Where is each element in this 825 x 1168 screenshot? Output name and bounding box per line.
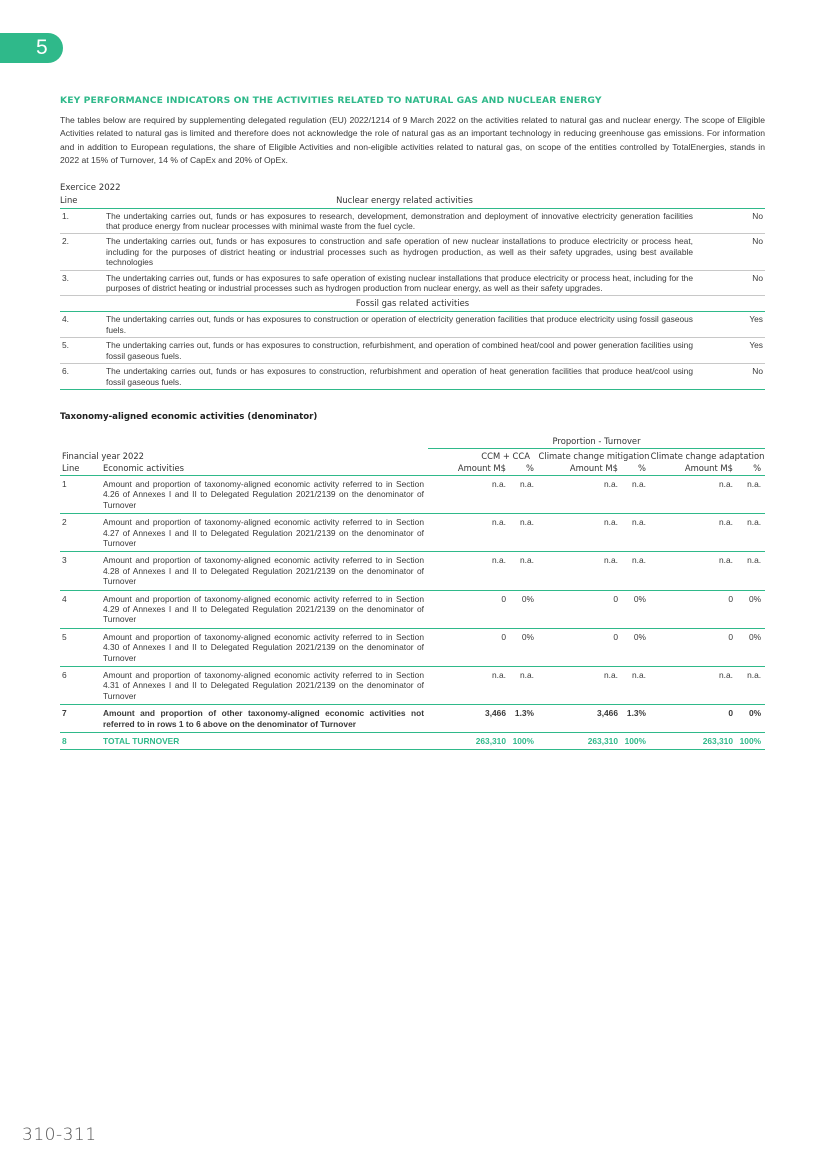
- nuclear-rows: [60, 208, 765, 296]
- amount-cell: n.a.: [538, 514, 620, 552]
- amount-cell: n.a.: [650, 514, 735, 552]
- percent-cell: 0%: [508, 590, 538, 628]
- percent-cell: n.a.: [620, 552, 650, 590]
- intro-paragraph: The tables below are required by supplementing delegated regulation (EU) 2022/1214 of 9 March 2022 on the activities related to natural gas and nuclear energy. The scope of Eligible Activities related to natural gas is limited and therefore does not acknowledge the role of natural gas as an important technology in reducing greenhouse gas emissions. For information and in addition to European regulations, the share of Eligible Activities and non-eligible activities related to natural gas, on scope of the entities controlled by TotalEnergies, stands in 2022 at 15% of Turnover, 14 % of CapEx and 20% of OpEx.: [60, 115, 765, 166]
- section-title: KEY PERFORMANCE INDICATORS ON THE ACTIVITIES RELATED TO NATURAL GAS AND NUCLEAR ENERGY: [60, 95, 602, 106]
- percent-cell: 0%: [735, 590, 765, 628]
- amount-cell: n.a.: [538, 667, 620, 705]
- table1-caption: Exercice 2022: [60, 182, 121, 193]
- row-line-number: 5.: [60, 338, 106, 364]
- row-answer: No: [733, 364, 765, 390]
- row-description: The undertaking carries out, funds or has exposures to construction, refurbishment, and operation of combined heat/cool and power generation facilities using fossil gaseous fuels.: [106, 338, 733, 364]
- amount-cell: 263,310: [538, 733, 620, 750]
- table1-row: [60, 208, 765, 234]
- table1-row: [60, 270, 765, 296]
- taxonomy-row: [60, 628, 765, 666]
- pct-header-1: %: [508, 462, 538, 476]
- row-activity: Amount and proportion of taxonomy-aligned economic activity referred to in Section 4.29 of Annexes I and II to Delegated Regulation 2021/2139 on the denominator of Turnover: [103, 590, 428, 628]
- taxonomy-rows: [60, 475, 765, 750]
- row-line-number: 8: [60, 733, 103, 750]
- row-line-number: 6: [60, 667, 103, 705]
- taxonomy-row: [60, 514, 765, 552]
- percent-cell: 0%: [620, 590, 650, 628]
- group-ccm-cca: CCM + CCA: [481, 450, 530, 461]
- table1-row: [60, 338, 765, 364]
- taxonomy-row: [60, 552, 765, 590]
- amount-cell: n.a.: [650, 475, 735, 513]
- row-answer: No: [733, 270, 765, 296]
- amount-cell: n.a.: [428, 475, 508, 513]
- proportion-header-spacer: [60, 436, 428, 449]
- row-line-number: 7: [60, 705, 103, 733]
- percent-cell: n.a.: [508, 552, 538, 590]
- percent-cell: n.a.: [620, 514, 650, 552]
- financial-year-label: Financial year 2022: [62, 450, 144, 461]
- amount-cell: 263,310: [428, 733, 508, 750]
- percent-cell: n.a.: [508, 514, 538, 552]
- amount-cell: n.a.: [538, 475, 620, 513]
- amount-cell: n.a.: [428, 514, 508, 552]
- row-line-number: 4: [60, 590, 103, 628]
- percent-cell: n.a.: [735, 667, 765, 705]
- proportion-header: Proportion - Turnover: [428, 436, 765, 449]
- amount-cell: 3,466: [538, 705, 620, 733]
- column-header-row: [60, 462, 765, 476]
- percent-cell: n.a.: [620, 475, 650, 513]
- amount-cell: 263,310: [650, 733, 735, 750]
- row-activity: Amount and proportion of taxonomy-aligned economic activity referred to in Section 4.30 of Annexes I and II to Delegated Regulation 2021/2139 on the denominator of Turnover: [103, 628, 428, 666]
- percent-cell: n.a.: [508, 667, 538, 705]
- row-description: The undertaking carries out, funds or has exposures to construction or operation of electricity generation facilities that produce electricity using fossil gaseous fuels.: [106, 312, 733, 338]
- row-activity: Amount and proportion of other taxonomy-aligned economic activities not referred to in rows 1 to 6 above on the denominator of Turnover: [103, 705, 428, 733]
- row-line-number: 3.: [60, 270, 106, 296]
- percent-cell: 0%: [620, 628, 650, 666]
- amount-cell: n.a.: [538, 552, 620, 590]
- amount-cell: 0: [650, 705, 735, 733]
- amount-cell: 0: [538, 590, 620, 628]
- amount-cell: 3,466: [428, 705, 508, 733]
- amount-cell: 0: [650, 628, 735, 666]
- row-line-number: 2.: [60, 234, 106, 270]
- proportion-header-row: [60, 436, 765, 449]
- amount-cell: 0: [538, 628, 620, 666]
- percent-cell: n.a.: [620, 667, 650, 705]
- row-description: The undertaking carries out, funds or has exposures to safe operation of existing nuclear installations that produce electricity or process heat, including for the purposes of district heating or industrial processes such as hydrogen production from nuclear energy, as well as their safety upgrades.: [106, 270, 733, 296]
- row-activity: Amount and proportion of taxonomy-aligned economic activity referred to in Section 4.28 of Annexes I and II to Delegated Regulation 2021/2139 on the denominator of Turnover: [103, 552, 428, 590]
- amount-cell: n.a.: [428, 552, 508, 590]
- row-activity: Amount and proportion of taxonomy-aligned economic activity referred to in Section 4.26 of Annexes I and II to Delegated Regulation 2021/2139 on the denominator of Turnover: [103, 475, 428, 513]
- taxonomy-aligned-table: [60, 436, 765, 751]
- row-line-number: 5: [60, 628, 103, 666]
- table1-row: [60, 364, 765, 390]
- percent-cell: 100%: [620, 733, 650, 750]
- chapter-number: 5: [36, 36, 48, 59]
- row-activity: TOTAL TURNOVER: [103, 733, 428, 750]
- row-answer: No: [733, 208, 765, 234]
- percent-cell: n.a.: [735, 514, 765, 552]
- row-line-number: 2: [60, 514, 103, 552]
- page-number: 310-311: [22, 1125, 97, 1145]
- group-header-row: [60, 448, 765, 462]
- percent-cell: 100%: [735, 733, 765, 750]
- row-answer: Yes: [733, 338, 765, 364]
- percent-cell: 0%: [735, 628, 765, 666]
- percent-cell: n.a.: [508, 475, 538, 513]
- pct-header-2: %: [620, 462, 650, 476]
- amount-cell: n.a.: [428, 667, 508, 705]
- row-line-number: 1: [60, 475, 103, 513]
- amount-cell: n.a.: [650, 552, 735, 590]
- table1-header-row: [60, 194, 765, 209]
- amount-header-2: Amount M$: [538, 462, 620, 476]
- amount-header-3: Amount M$: [650, 462, 735, 476]
- row-line-number: 4.: [60, 312, 106, 338]
- chapter-tab: [0, 33, 63, 63]
- line-column-header: Line: [60, 462, 103, 476]
- row-description: The undertaking carries out, funds or has exposures to construction and safe operation of new nuclear installations to produce electricity or process heat, including for the purposes of district heating or industrial processes such as hydrogen production, as well as their safety upgrades, using best available technologies: [106, 234, 733, 270]
- fossil-rows: [60, 312, 765, 389]
- taxonomy-row: [60, 475, 765, 513]
- taxonomy-row: [60, 590, 765, 628]
- amount-header-1: Amount M$: [428, 462, 508, 476]
- page-content: [60, 94, 765, 750]
- fossil-section-header: Fossil gas related activities: [60, 296, 765, 312]
- percent-cell: 100%: [508, 733, 538, 750]
- percent-cell: 1.3%: [620, 705, 650, 733]
- percent-cell: 0%: [508, 628, 538, 666]
- pct-header-3: %: [735, 462, 765, 476]
- percent-cell: n.a.: [735, 475, 765, 513]
- row-description: The undertaking carries out, funds or has exposures to research, development, demonstration and deployment of innovative electricity generation facilities that produce energy from nuclear processes with minimal waste from the fuel cycle.: [106, 208, 733, 234]
- row-activity: Amount and proportion of taxonomy-aligned economic activity referred to in Section 4.27 of Annexes I and II to Delegated Regulation 2021/2139 on the denominator of Turnover: [103, 514, 428, 552]
- row-answer: No: [733, 234, 765, 270]
- row-answer: Yes: [733, 312, 765, 338]
- table2-title: Taxonomy-aligned economic activities (denominator): [60, 411, 318, 422]
- percent-cell: n.a.: [735, 552, 765, 590]
- activities-column-header: Economic activities: [103, 462, 428, 476]
- row-line-number: 1.: [60, 208, 106, 234]
- amount-cell: 0: [650, 590, 735, 628]
- table1-row: [60, 234, 765, 270]
- group-adaptation: Climate change adaptation: [650, 450, 765, 461]
- row-line-number: 6.: [60, 364, 106, 390]
- row-activity: Amount and proportion of taxonomy-aligned economic activity referred to in Section 4.31 of Annexes I and II to Delegated Regulation 2021/2139 on the denominator of Turnover: [103, 667, 428, 705]
- table1-row: [60, 312, 765, 338]
- table1-line-header: Line: [60, 194, 106, 209]
- fossil-section-row: [60, 296, 765, 312]
- taxonomy-row: [60, 667, 765, 705]
- nuclear-gas-activities-table: [60, 194, 765, 390]
- table1-value-header: [733, 194, 765, 209]
- amount-cell: 0: [428, 628, 508, 666]
- taxonomy-row: [60, 733, 765, 750]
- percent-cell: 1.3%: [508, 705, 538, 733]
- nuclear-section-header: Nuclear energy related activities: [106, 194, 733, 209]
- taxonomy-row: [60, 705, 765, 733]
- amount-cell: n.a.: [650, 667, 735, 705]
- group-mitigation: Climate change mitigation: [538, 450, 650, 461]
- row-description: The undertaking carries out, funds or has exposures to construction, refurbishment and operation of heat generation facilities that produce heat/cool using fossil gaseous fuels.: [106, 364, 733, 390]
- row-line-number: 3: [60, 552, 103, 590]
- amount-cell: 0: [428, 590, 508, 628]
- percent-cell: 0%: [735, 705, 765, 733]
